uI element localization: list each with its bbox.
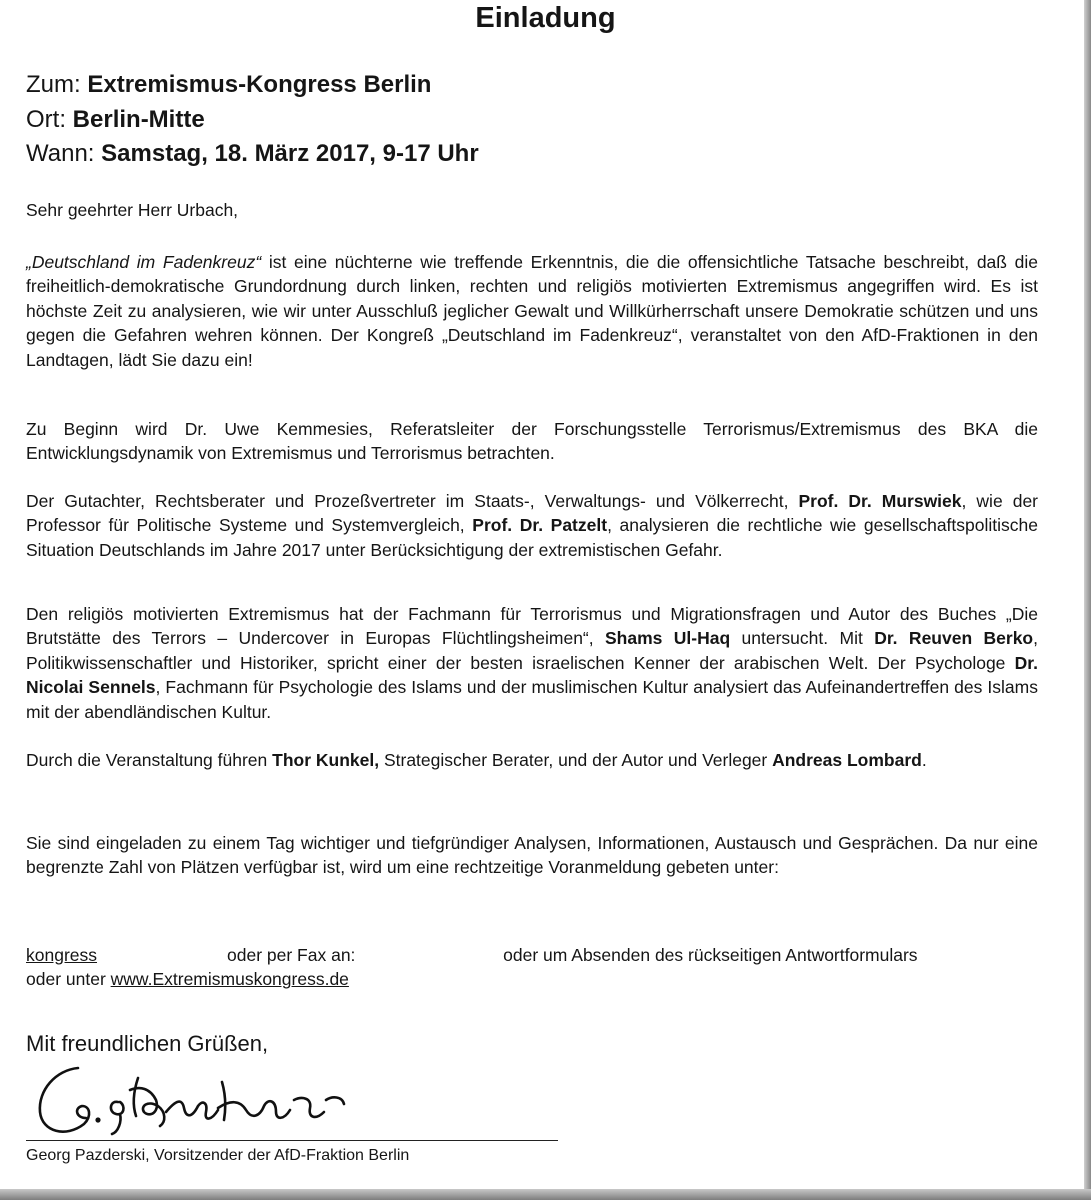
reply-form-text: oder um Absenden des rückseitigen Antwortformulars [503, 945, 918, 965]
text-segment: . [921, 750, 927, 770]
paragraph-legal-speakers [26, 489, 1038, 562]
paragraph-intro-text: ist eine nüchterne wie treffende Erkenntnis, die die offensichtliche Tatsache beschreibt, daß die freiheitlich-demokratische Grundordnung durch linken, rechten und religiös motivierten Extremismus angegriffen wird. Es ist höchste Zeit zu analysieren, wie wir unter Ausschluß jeglicher Gewalt und Willkürherrschaft unsere Demokratie schützen und uns gegen die Gefahren wehren können. Der Kongreß „Deutschland im Fadenkreuz“, veranstaltet von den AfD-Fraktionen in den Landtagen, lädt Sie dazu ein! [26, 252, 1038, 370]
signatory-name: Georg Pazderski, Vorsitzender der AfD-Fraktion Berlin [26, 1147, 410, 1164]
time-value: Samstag, 18. März 2017, 9-17 Uhr [101, 140, 479, 167]
paragraph-opening-speaker: Zu Beginn wird Dr. Uwe Kemmesies, Referatsleiter der Forschungsstelle Terrorismus/Extremismus des BKA die Entwicklungsdynamik von Extremismus und Terrorismus betrachten. [26, 419, 1038, 464]
place-label: Ort: [26, 105, 66, 133]
fax-label: oder per Fax an: [227, 945, 356, 965]
website-prefix: oder unter [26, 969, 111, 990]
host-name: Andreas Lombard [772, 750, 922, 770]
contact-block [26, 942, 1038, 992]
paragraph-registration: Sie sind eingeladen zu einem Tag wichtiger und tiefgründiger Analysen, Informationen, Austausch und Gesprächen. Da nur eine begrenzte Zahl von Plätzen verfügbar ist, wird um eine rechtzeitige Voranmeldung gebeten unter: [26, 833, 1038, 878]
redacted-fax-number [360, 942, 498, 961]
speaker-name: Shams Ul-Haq [605, 628, 731, 649]
text-segment: , Politikwissenschaftler und Historiker, spricht einer der besten israelischen Kenner der arabischen Welt. Der Psychologe [26, 628, 1038, 673]
time-label: Wann: [26, 140, 95, 167]
scan-right-edge [1084, 0, 1091, 1200]
event-row [26, 68, 479, 103]
event-label: Zum: [26, 71, 81, 98]
handwritten-signature [26, 1060, 366, 1150]
email-link[interactable] [26, 945, 227, 965]
text-segment: Der Gutachter, Rechtsberater und Prozeßvertreter im Staats-, Verwaltungs- und Völkerrecht, [26, 491, 799, 511]
paragraph-extremism-speakers [26, 602, 1038, 724]
email-prefix: kongress [26, 945, 98, 965]
contact-line-1 [26, 942, 1038, 967]
website-link[interactable]: www.Extremismuskongress.de [110, 969, 349, 990]
place-value: Berlin-Mitte [72, 105, 205, 133]
time-row [26, 137, 479, 172]
closing: Mit freundlichen Grüßen, [26, 1031, 269, 1056]
paragraph-hosts [26, 748, 1038, 772]
text-segment: , Fachmann für Psychologie des Islams und der muslimischen Kultur analysiert das Aufeinandertreffen des Islams mit der abendländischen Kultur. [26, 677, 1038, 722]
host-name: Thor Kunkel, [272, 750, 380, 770]
speaker-name: Dr. Nicolai Sennels [26, 652, 1038, 698]
scan-bottom-edge [0, 1189, 1091, 1200]
speaker-name: Prof. Dr. Murswiek [798, 491, 962, 511]
document-title: Einladung [475, 2, 616, 34]
signature-line [26, 1140, 558, 1141]
text-segment: , analysieren die rechtliche wie gesellschaftspolitische Situation Deutschlands im Jahre 2017 unter Berücksichtigung der extremistischen Gefahr. [26, 515, 1038, 560]
event-details [26, 68, 479, 172]
speaker-name: Prof. Dr. Patzelt [472, 515, 608, 536]
text-segment: Strategischer Berater, und der Autor und Verleger [379, 750, 773, 770]
place-row [26, 103, 479, 138]
text-segment: Durch die Veranstaltung führen [26, 750, 273, 770]
salutation: Sehr geehrter Herr Urbach, [26, 200, 239, 220]
text-segment: untersucht. Mit [730, 628, 875, 649]
contact-line-2 [26, 967, 1038, 991]
text-segment: , wie der Professor für Politische Systeme und Systemvergleich, [26, 491, 1039, 536]
paragraph-intro [26, 250, 1038, 372]
speaker-name: Dr. Reuven Berko [874, 628, 1034, 649]
redacted-email-domain [97, 942, 227, 961]
text-segment: Den religiös motivierten Extremismus hat der Fachmann für Terrorismus und Migrationsfragen und Autor des Buches „Die Brutstätte des Terrors – Undercover in Europas Flüchtlingsheimen“, [26, 604, 1038, 649]
event-value: Extremismus-Kongress Berlin [87, 71, 432, 98]
quote-title: „Deutschland im Fadenkreuz“ [26, 252, 262, 272]
